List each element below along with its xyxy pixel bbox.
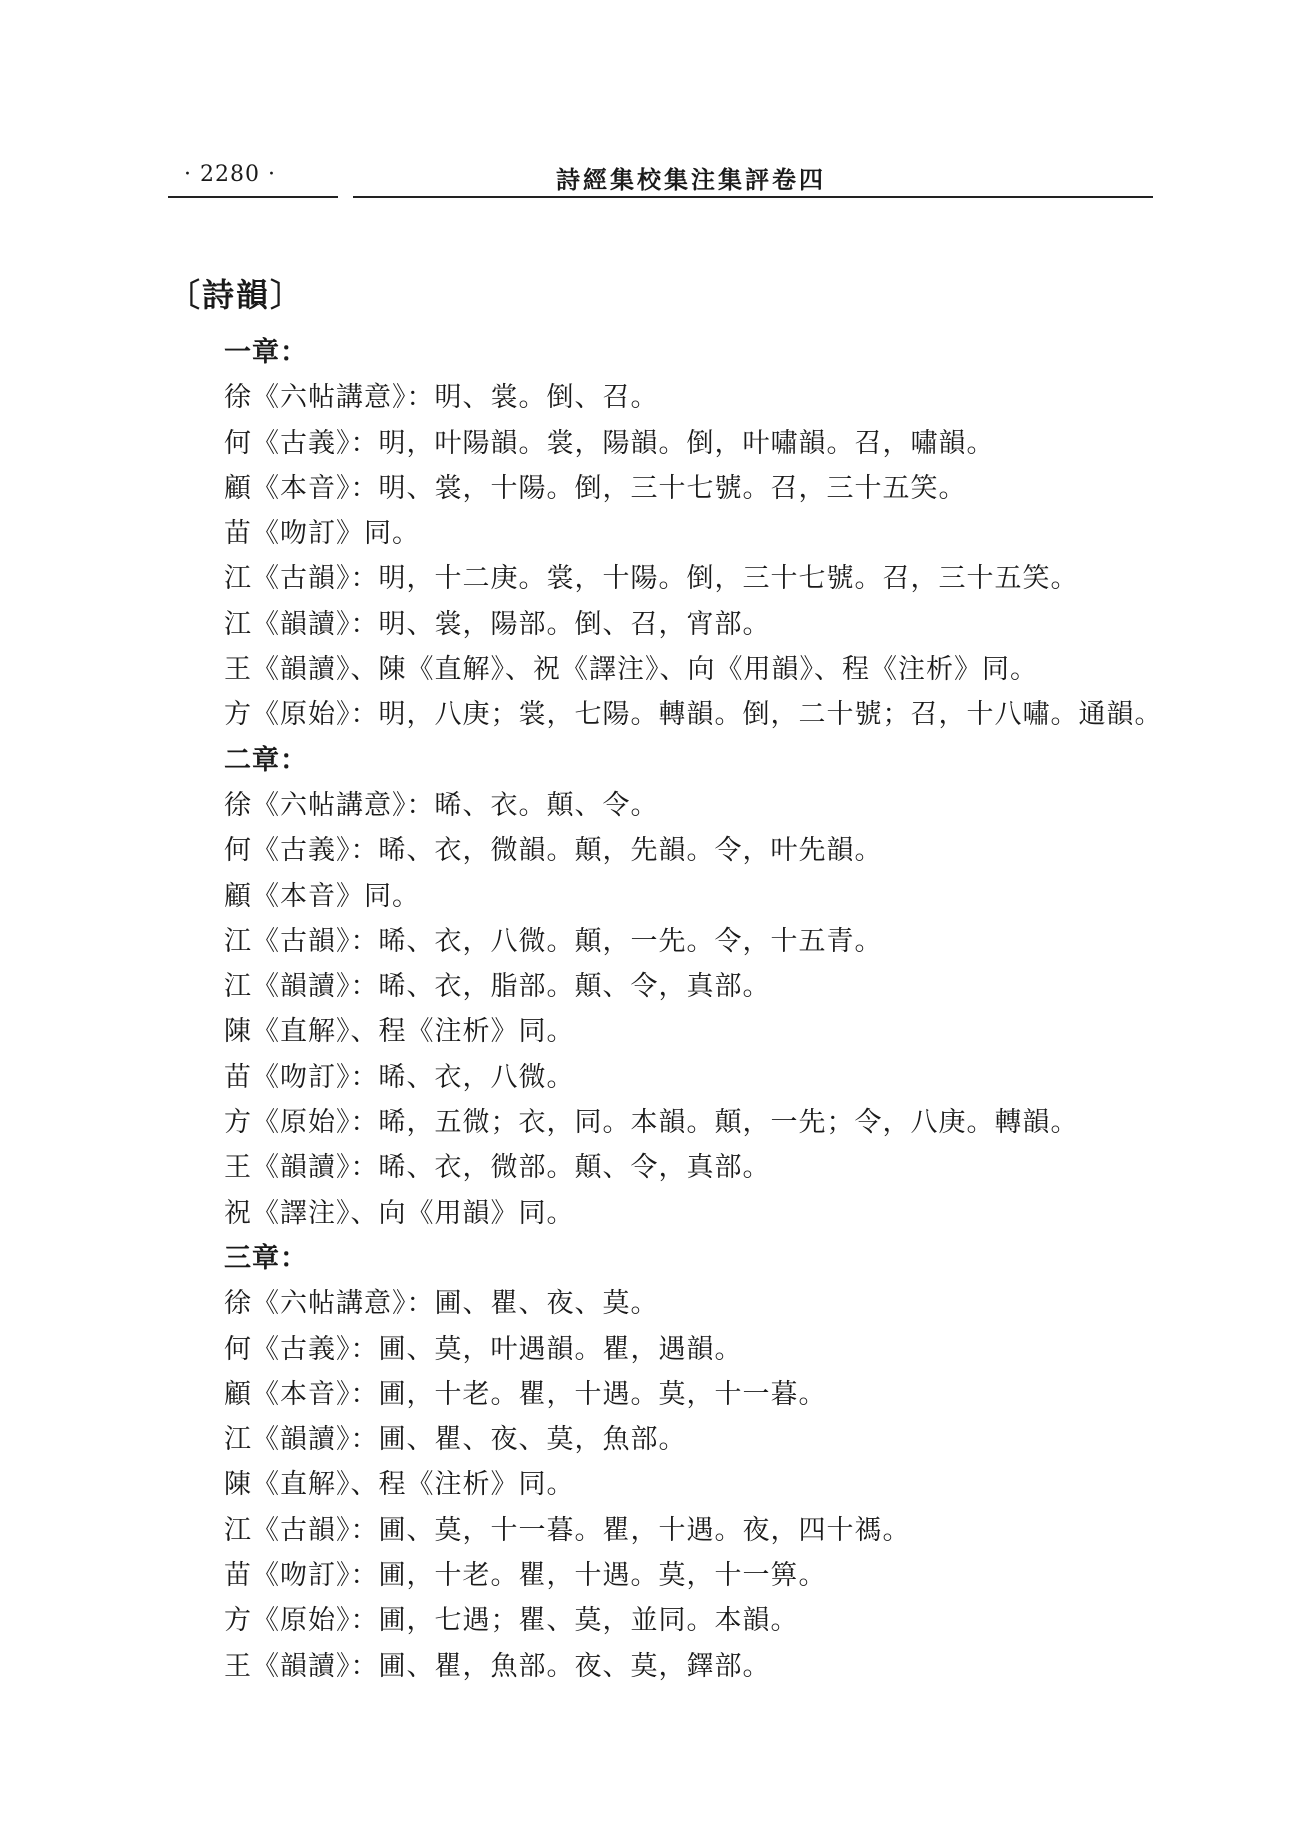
- rhyme-entry: 江《韻讀》：晞、衣，脂部。顛、令，真部。: [224, 971, 771, 1003]
- rhyme-entry: 陳《直解》、程《注析》同。: [224, 1469, 575, 1501]
- rhyme-entry: 何《古義》：圃、莫，叶遇韻。瞿，遇韻。: [224, 1333, 743, 1365]
- rhyme-entry: 徐《六帖講意》：明、裳。倒、召。: [224, 382, 659, 414]
- rhyme-entry: 苗《吻訂》：圃，十老。瞿，十遇。莫，十一箅。: [224, 1560, 827, 1592]
- rhyme-entry: 方《原始》：明，八庚；裳，七陽。轉韻。倒，二十號；召，十八嘯。通韻。: [224, 699, 1163, 731]
- rhyme-entry: 方《原始》：圃，七遇；瞿、莫，並同。本韻。: [224, 1605, 799, 1637]
- rhyme-entry: 徐《六帖講意》：晞、衣。顛、令。: [224, 789, 659, 821]
- chapter-heading: 三章：: [224, 1242, 308, 1274]
- rhyme-entry: 陳《直解》、程《注析》同。: [224, 1016, 575, 1048]
- rhyme-entry: 王《韻讀》、陳《直解》、祝《譯注》、向《用韻》、程《注析》同。: [224, 654, 1038, 686]
- chapter-heading: 二章：: [224, 744, 308, 776]
- rhyme-entry: 徐《六帖講意》：圃、瞿、夜、莫。: [224, 1288, 659, 1320]
- running-title: 詩經集校集注集評卷四: [556, 165, 826, 194]
- rhyme-entry: 王《韻讀》：圃、瞿，魚部。夜、莫，鐸部。: [224, 1650, 771, 1682]
- rhyme-entry: 江《古韻》：圃、莫，十一暮。瞿，十遇。夜，四十禡。: [224, 1514, 911, 1546]
- rhyme-entry: 苗《吻訂》同。: [224, 518, 420, 550]
- chapter-heading: 一章：: [224, 337, 308, 368]
- rhyme-entry: 祝《譯注》、向《用韻》同。: [224, 1197, 575, 1229]
- section-title: 〔詩韻〕: [168, 276, 305, 314]
- rhyme-entry: 江《古韻》：晞、衣，八微。顛，一先。令，十五青。: [224, 925, 883, 957]
- rhyme-entry: 王《韻讀》：晞、衣，微部。顛、令，真部。: [224, 1152, 771, 1184]
- rhyme-entry: 方《原始》：晞，五微；衣，同。本韻。顛，一先；令，八庚。轉韻。: [224, 1107, 1079, 1139]
- rhyme-entry: 顧《本音》：圃，十老。瞿，十遇。莫，十一暮。: [224, 1378, 827, 1410]
- header-rule-left: [168, 196, 338, 198]
- rhyme-entry: 江《韻讀》：圃、瞿、夜、莫，魚部。: [224, 1424, 687, 1456]
- rhyme-entry: 苗《吻訂》：晞、衣，八微。: [224, 1061, 575, 1093]
- rhyme-entry: 顧《本音》：明、裳，十陽。倒，三十七號。召，三十五笑。: [224, 472, 967, 504]
- page-header: [168, 160, 1153, 200]
- rhyme-entry: 江《韻讀》：明、裳，陽部。倒、召，宵部。: [224, 608, 771, 640]
- rhyme-entries: [224, 330, 1164, 1689]
- header-rule-right: [353, 196, 1153, 198]
- rhyme-entry: 何《古義》：晞、衣，微韻。顛，先韻。令，叶先韻。: [224, 835, 883, 867]
- rhyme-entry: 江《古韻》：明，十二庚。裳，十陽。倒，三十七號。召，三十五笑。: [224, 563, 1079, 595]
- rhyme-entry: 顧《本音》同。: [224, 880, 420, 912]
- page-number: · 2280 ·: [184, 162, 276, 187]
- rhyme-entry: 何《古義》：明，叶陽韻。裳，陽韻。倒，叶嘯韻。召，嘯韻。: [224, 427, 995, 459]
